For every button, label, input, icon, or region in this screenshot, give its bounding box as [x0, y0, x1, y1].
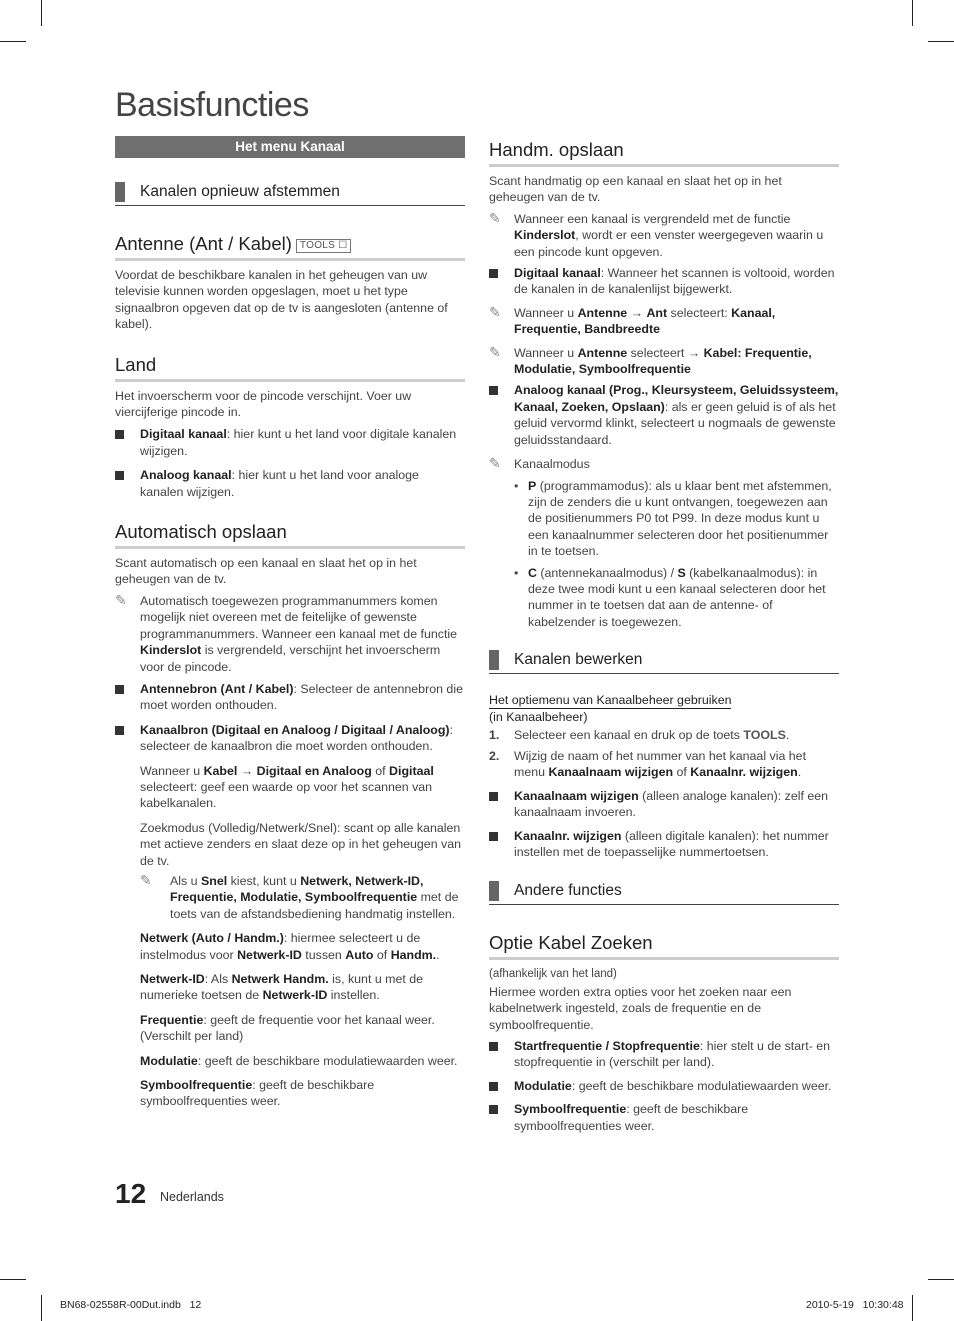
- bullet-square-icon: [489, 269, 498, 278]
- bold-term: Analoog kanaal (Prog., Kleursysteem, Geluidssysteem, Kanaal, Zoeken, Opslaan): [514, 383, 839, 414]
- pencil-note-icon: ✎: [140, 871, 152, 888]
- bold-term: S: [677, 565, 686, 580]
- bullet-text: : hier kunt u het land voor analoge kanalen wijzigen.: [140, 468, 419, 499]
- bullet-dot-icon: •: [514, 565, 519, 580]
- note-text: Kanaalmodus: [514, 457, 590, 472]
- text: tussen: [301, 947, 346, 962]
- text: of: [371, 763, 390, 778]
- bullet-square-icon: [489, 832, 498, 841]
- bold-term: Netwerk Handm.: [231, 972, 329, 986]
- note-item: [489, 456, 839, 472]
- bold-term: Handm.: [390, 947, 437, 962]
- bullet-dot-icon: •: [514, 478, 519, 493]
- right-column: [489, 138, 839, 1134]
- heading-label: Antenne (Ant / Kabel): [115, 233, 292, 254]
- bullet-text: (alleen analoge kanalen): zelf een kanaalnaam invoeren.: [514, 788, 829, 820]
- section-label: Kanalen opnieuw afstemmen: [140, 183, 340, 200]
- bullet-square-icon: [489, 386, 498, 395]
- heading-label: Optie Kabel Zoeken: [489, 932, 653, 954]
- crop-mark: [0, 41, 26, 42]
- bold-term: Modulatie: [140, 1053, 198, 1068]
- section-label: Kanalen bewerken: [514, 651, 643, 669]
- paragraph: Het invoerscherm voor de pincode verschijnt. Voer uw viercijferige pincode in.: [115, 388, 412, 420]
- bold-term: Kabel: [203, 763, 238, 778]
- bold-term: C: [528, 565, 537, 580]
- note-item: [140, 873, 465, 922]
- crop-mark: [912, 0, 913, 26]
- pencil-note-icon: ✎: [115, 591, 127, 608]
- tools-icon: ☐: [338, 240, 348, 251]
- heading-optie-kabel: [489, 931, 839, 960]
- crop-mark: [0, 1279, 26, 1280]
- text: selecteert: geef een waarde op voor het scannen van kabelkanalen.: [140, 779, 433, 811]
- heading-label: Automatisch opslaan: [115, 521, 287, 543]
- bold-term: Kanaalnaam wijzigen: [514, 788, 639, 803]
- step-number: 2.: [489, 748, 500, 763]
- bold-term: Antenne: [577, 305, 628, 320]
- note-text: →: [627, 305, 647, 320]
- bullet-square-icon: [489, 1082, 498, 1091]
- bold-term: Modulatie: [514, 1078, 572, 1093]
- text: is, kunt u met de numerieke toetsen de: [140, 972, 424, 1003]
- paragraph: Scant automatisch op een kanaal en slaat het op in het geheugen van de tv.: [115, 556, 417, 587]
- pencil-note-icon: ✎: [489, 455, 501, 472]
- bullet-square-icon: [489, 792, 498, 801]
- bold-term: Auto: [345, 947, 374, 962]
- bold-term: Netwerk-ID: [262, 988, 328, 1003]
- bold-term: Kanaal, Frequentie, Bandbreedte: [514, 305, 776, 337]
- paragraph: Hiermee worden extra opties voor het zoeken naar een kabelnetwerk ingesteld, zoals de frequentie en de symboolfrequentie.: [489, 984, 792, 1032]
- bullet-square-icon: [489, 1042, 498, 1051]
- text: : geeft de frequentie voor het kanaal weer. (Verschilt per land): [140, 1012, 435, 1044]
- numbered-item: [489, 748, 839, 781]
- bold-term: Symboolfrequentie: [514, 1102, 627, 1117]
- note-text: Als u: [170, 873, 201, 888]
- bold-term: Netwerk-ID: [237, 947, 302, 962]
- bullet-item: [115, 681, 465, 714]
- text: : Als: [204, 972, 232, 986]
- bold-term: Digitaal en Analoog: [256, 763, 372, 778]
- text: : geeft de beschikbare modulatiewaarden weer.: [197, 1053, 458, 1068]
- text: of: [673, 765, 691, 780]
- footer-date: 2010-5-19 10:30:48: [806, 1299, 904, 1311]
- bullet-item: [489, 382, 839, 448]
- bullet-square-icon: [489, 1105, 498, 1114]
- bullet-text: : Wanneer het scannen is voltooid, worden de kanalen in de kanalenlijst bijgewerkt.: [514, 266, 835, 297]
- dot-item: [489, 565, 839, 631]
- bold-term: Snel: [201, 873, 228, 888]
- bold-term: Digitaal kanaal: [514, 266, 601, 281]
- page-title: Basisfuncties: [115, 86, 309, 124]
- pencil-note-icon: ✎: [489, 209, 501, 226]
- text: : hiermee selecteert u de instelmodus voor: [140, 931, 421, 962]
- text: Wanneer u: [140, 763, 204, 778]
- note-text: Automatisch toegewezen programmanummers komen mogelijk niet overeen met de feitelijke of gewenste programmanummers. Wanneer een kanaal met de functie: [140, 593, 458, 641]
- paragraph: [140, 1077, 465, 1110]
- note-text: kiest, kunt u: [227, 873, 301, 888]
- bold-term: Kinderslot: [514, 228, 576, 243]
- bullet-item: [489, 1078, 839, 1094]
- bold-term: Antenne: [577, 345, 628, 360]
- note-item: [489, 211, 839, 260]
- bullet-text: : geeft de beschikbare symboolfrequenties weer.: [514, 1102, 749, 1133]
- section-heading: [489, 649, 839, 674]
- text: →: [237, 763, 257, 778]
- note-text: is vergrendeld, verschijnt het invoerscherm voor de pincode.: [140, 643, 441, 674]
- paragraph: Scant handmatig op een kanaal en slaat het op in het geheugen van de tv.: [489, 174, 782, 205]
- heading-handm: [489, 138, 839, 167]
- bullet-text: : hier kunt u het land voor digitale kanalen wijzigen.: [140, 427, 457, 458]
- tools-label: TOOLS: [299, 240, 336, 251]
- note-text: selecteert →: [627, 345, 704, 360]
- language-label: Nederlands: [160, 1190, 224, 1204]
- dot-item: [489, 478, 839, 560]
- bold-term: Kanaalnr. wijzigen: [514, 828, 622, 843]
- bullet-text: : selecteer de kanaalbron die moet worden onthouden.: [140, 722, 454, 754]
- bullet-text: (alleen digitale kanalen): het nummer instellen met de toepasselijke nummertoetsen.: [514, 828, 829, 859]
- tools-badge: [296, 239, 352, 253]
- bold-term: Symboolfrequentie: [140, 1078, 253, 1093]
- page-number: 12: [115, 1178, 147, 1209]
- crop-mark: [928, 41, 954, 42]
- indented-block: [115, 763, 465, 1110]
- step-number: 1.: [489, 727, 500, 742]
- paragraph: Zoekmodus (Volledig/Netwerk/Snel): scant op alle kanalen met actieve zenders en slaat deze op in het geheugen van de tv.: [140, 820, 462, 868]
- note-item: [489, 305, 839, 338]
- section-heading: [115, 181, 465, 206]
- text: .: [785, 727, 790, 742]
- bold-term: Netwerk-ID: [140, 972, 205, 986]
- text: instellen.: [327, 988, 380, 1003]
- bullet-text: : als er geen geluid is of als het geluid vervormd klinkt, selecteert u nogmaals de gewenste geluidsstandaard.: [514, 399, 836, 447]
- bullet-item: [115, 722, 465, 755]
- paragraph: [140, 1053, 465, 1069]
- sub-note: (afhankelijk van het land): [489, 968, 617, 981]
- sub-note: (in Kanaalbeheer): [489, 710, 588, 725]
- pencil-note-icon: ✎: [489, 303, 501, 320]
- bold-term: TOOLS: [743, 727, 786, 742]
- bold-term: Antennebron (Ant / Kabel): [140, 681, 294, 696]
- bullet-square-icon: [115, 471, 124, 480]
- note-text: met de toets van de afstandsbediening handmatig instellen.: [170, 890, 459, 921]
- note-text: , wordt er een venster weergegeven waarin u een pincode kunt opgeven.: [514, 228, 824, 259]
- heading-label: Handm. opslaan: [489, 139, 624, 160]
- heading-land: [115, 353, 465, 382]
- text: (programmamodus): als u klaar bent met afstemmen, zijn de zenders die u kunt ontvangen, toegewezen aan de positienummers P0 tot P99. In deze modus kunt u een kanaalnummer selecteren door het positienummer in te toetsen.: [528, 478, 832, 559]
- text: .: [797, 765, 802, 780]
- bold-term: Netwerk (Auto / Handm.): [140, 931, 284, 946]
- bold-term: Analoog kanaal: [140, 468, 232, 483]
- heading-antenne: [115, 232, 465, 261]
- section-label: Andere functies: [514, 882, 622, 900]
- bold-term: Frequentie: [140, 1012, 204, 1027]
- heading-automatisch: [115, 520, 465, 549]
- bullet-item: [489, 1101, 839, 1134]
- bullet-text: : Selecteer de antennebron die moet worden onthouden.: [140, 681, 463, 713]
- text: .: [436, 947, 440, 962]
- bold-term: Kanaalnr. wijzigen: [690, 765, 798, 780]
- pencil-note-icon: ✎: [489, 343, 501, 360]
- paragraph: Voordat de beschikbare kanalen in het geheugen van uw televisie kunnen worden opgeslagen, moet u het type signaalbron opgeven dat op de tv is aangesloten (antenne of kabel).: [115, 268, 448, 332]
- heading-label: Land: [115, 353, 157, 375]
- bullet-text: : geeft de beschikbare modulatiewaarden weer.: [571, 1078, 832, 1093]
- note-item: [489, 345, 839, 378]
- bullet-item: [489, 1038, 839, 1071]
- bold-term: Digitaal: [389, 763, 434, 778]
- note-text: selecteert:: [667, 305, 732, 320]
- text: Selecteer een kanaal en druk op de toets: [514, 727, 744, 742]
- text: of: [373, 947, 391, 962]
- bold-term: P: [528, 478, 537, 493]
- paragraph: [140, 763, 465, 812]
- bullet-text: : hier stelt u de start- en stopfrequentie in (verschilt per land).: [514, 1039, 831, 1070]
- bold-term: Kabel: Frequentie, Modulatie, Symboolfrequentie: [514, 345, 812, 377]
- note-item: [115, 593, 465, 675]
- crop-mark: [912, 1295, 913, 1321]
- text: : geeft de beschikbare symboolfrequenties weer.: [140, 1078, 375, 1109]
- bold-term: Ant: [646, 305, 668, 320]
- bold-term: Kanaalnaam wijzigen: [548, 765, 674, 780]
- bullet-square-icon: [115, 726, 124, 735]
- menu-bar: Het menu Kanaal: [115, 136, 465, 158]
- paragraph: [140, 971, 465, 1004]
- text: (kabelkanaalmodus): in deze twee modi kunt u een kanaal selecteren door het nummer in te toetsen dat aan de antenne- of kabelzender is toegewezen.: [528, 565, 826, 629]
- sub-heading-link: Het optiemenu van Kanaalbeheer gebruiken: [489, 693, 732, 708]
- paragraph: [140, 1012, 465, 1045]
- bullet-item: [115, 426, 465, 459]
- bullet-item: [489, 788, 839, 821]
- bullet-item: [115, 467, 465, 500]
- paragraph: [140, 930, 465, 963]
- note-text: Wanneer u: [514, 305, 578, 320]
- bullet-square-icon: [115, 685, 124, 694]
- bullet-item: [489, 265, 839, 298]
- footer-file: BN68-02558R-00Dut.indb 12: [60, 1299, 202, 1311]
- bold-term: Kinderslot: [140, 643, 202, 658]
- bold-term: Digitaal kanaal: [140, 427, 227, 442]
- bold-term: Netwerk, Netwerk-ID, Frequentie, Modulatie, Symboolfrequentie: [170, 873, 424, 905]
- text: Wijzig de naam of het nummer van het kanaal via het menu: [514, 748, 807, 780]
- bold-term: Startfrequentie / Stopfrequentie: [514, 1039, 700, 1054]
- bold-term: Kanaalbron (Digitaal en Analoog / Digitaal / Analoog): [140, 722, 450, 737]
- note-text: Wanneer een kanaal is vergrendeld met de functie: [514, 211, 791, 226]
- text: (antennekanaalmodus) /: [536, 565, 678, 580]
- crop-mark: [928, 1279, 954, 1280]
- left-column: [115, 136, 465, 1110]
- crop-mark: [41, 0, 42, 26]
- bullet-item: [489, 828, 839, 861]
- bullet-square-icon: [115, 430, 124, 439]
- crop-mark: [41, 1295, 42, 1321]
- numbered-item: [489, 727, 839, 743]
- note-text: Wanneer u: [514, 345, 578, 360]
- section-heading: [489, 880, 839, 905]
